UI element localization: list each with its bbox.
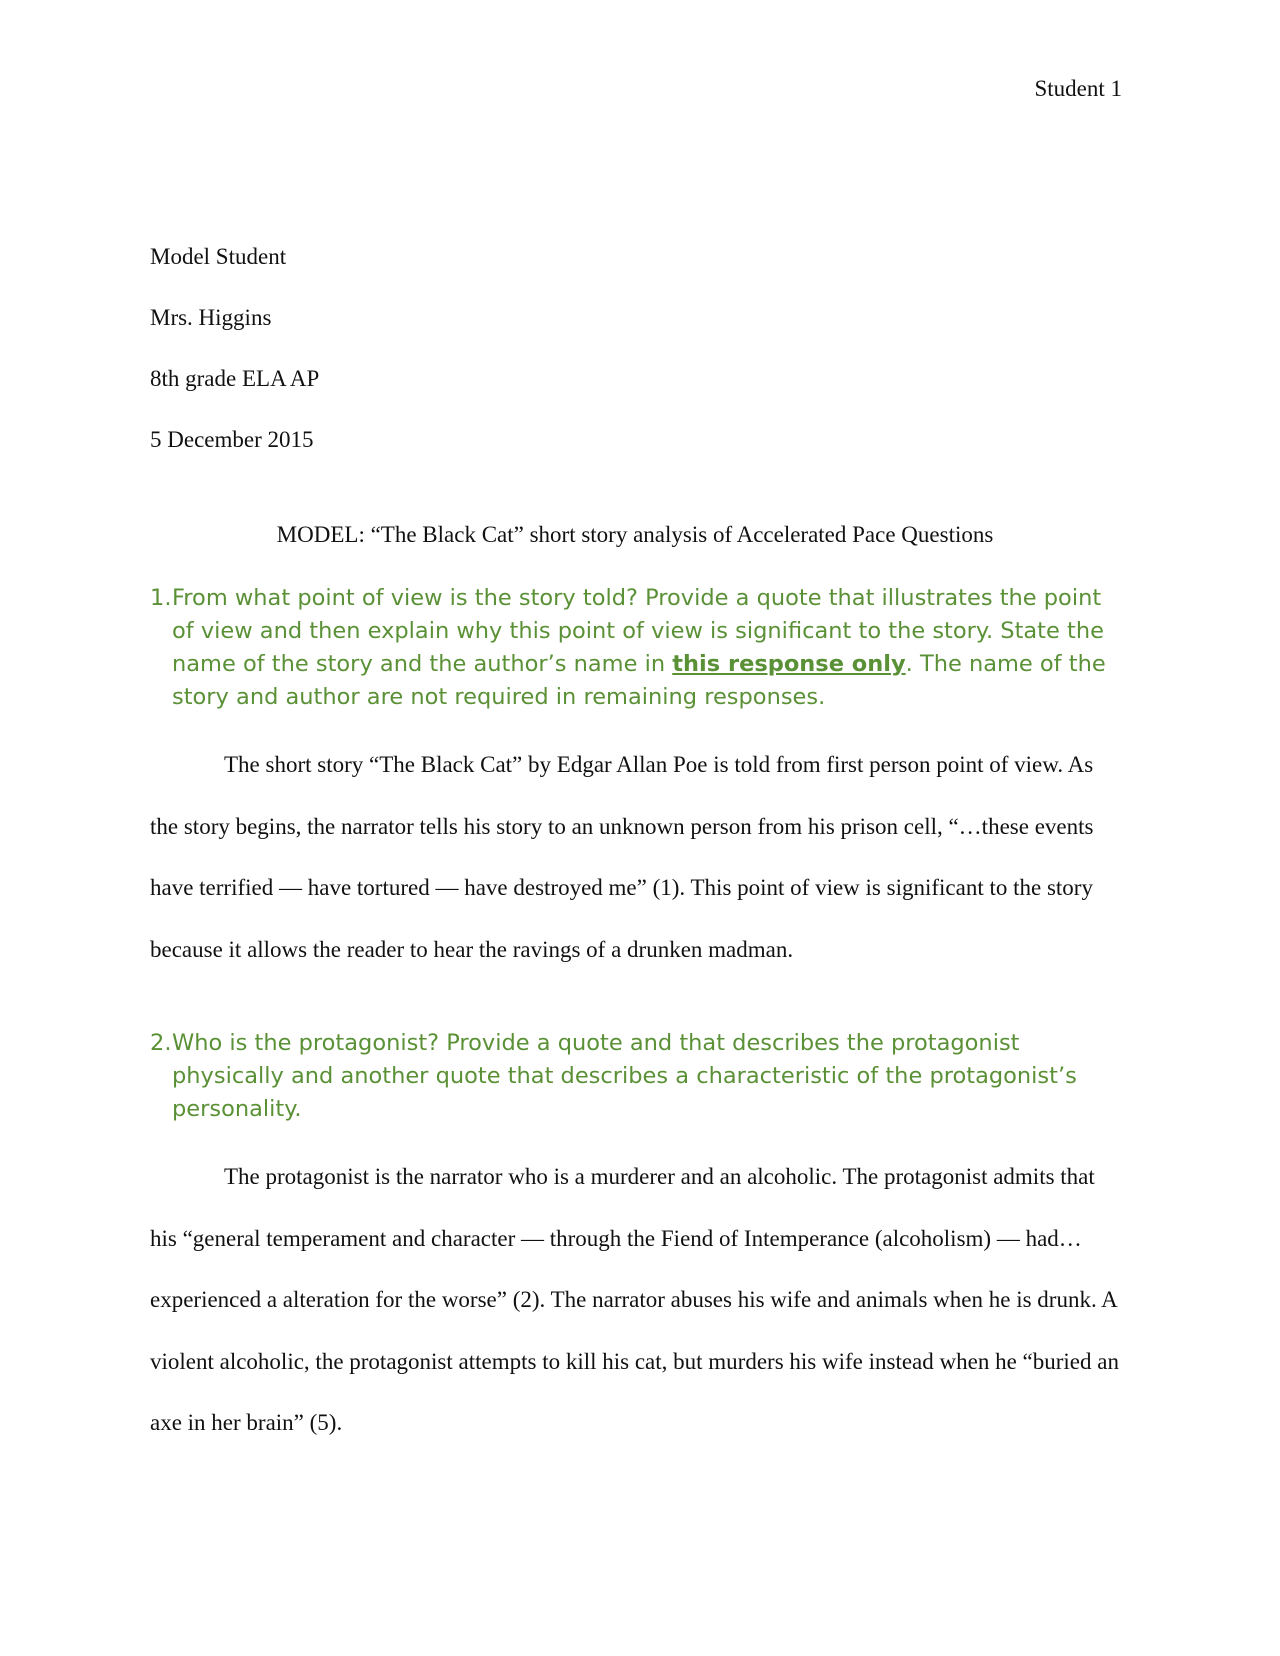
answer-paragraph: The short story “The Black Cat” by Edgar Allan Poe is told from first person point of view. As the story begins, the narrator tells his story to an unknown person from his prison cell, “…these events have terrified — have tortured — have destroyed me” (1). This point of view is significant to the story because it allows the reader to hear the ravings of a drunken madman. (150, 752, 1094, 962)
question-emphasis: this response only (672, 651, 906, 677)
question-text-part: . The name of the story and author are not required in remaining responses. (172, 651, 1106, 710)
document-title: MODEL: “The Black Cat” short story analysis of Accelerated Pace Questions (276, 522, 994, 547)
question-2 (150, 1027, 1110, 1126)
question-text (172, 582, 1110, 714)
answer-2 (150, 1146, 1120, 1454)
heading-teacher-name: Mrs. Higgins (150, 305, 272, 330)
question-number: 1. (150, 585, 172, 611)
heading-student-name: Model Student (150, 244, 287, 269)
heading-course: 8th grade ELA AP (150, 366, 320, 391)
heading-date: 5 December 2015 (150, 427, 314, 452)
answer-paragraph: The protagonist is the narrator who is a murderer and an alcoholic. The protagonist admits that his “general temperament and character — through the Fiend of Intemperance (alcoholism) — had…experienced a alteration for the worse” (2). The narrator abuses his wife and animals when he is drunk. A violent alcoholic, the protagonist attempts to kill his cat, but murders his wife instead when he “buried an axe in her brain” (5). (150, 1164, 1119, 1435)
question-text: Who is the protagonist? Provide a quote and that describes the protagonist physically and another quote that describes a characteristic of the protagonist’s personality. (172, 1030, 1077, 1122)
answer-1 (150, 734, 1120, 980)
page-header: Student 1 (1034, 76, 1122, 101)
question-text-part: From what point of view is the story told? Provide a quote that illustrates the point of view and then explain why this point of view is significant to the story. State the name of the story and the author’s name in (172, 585, 1104, 677)
question-1 (150, 582, 1110, 714)
question-number: 2. (150, 1030, 172, 1056)
